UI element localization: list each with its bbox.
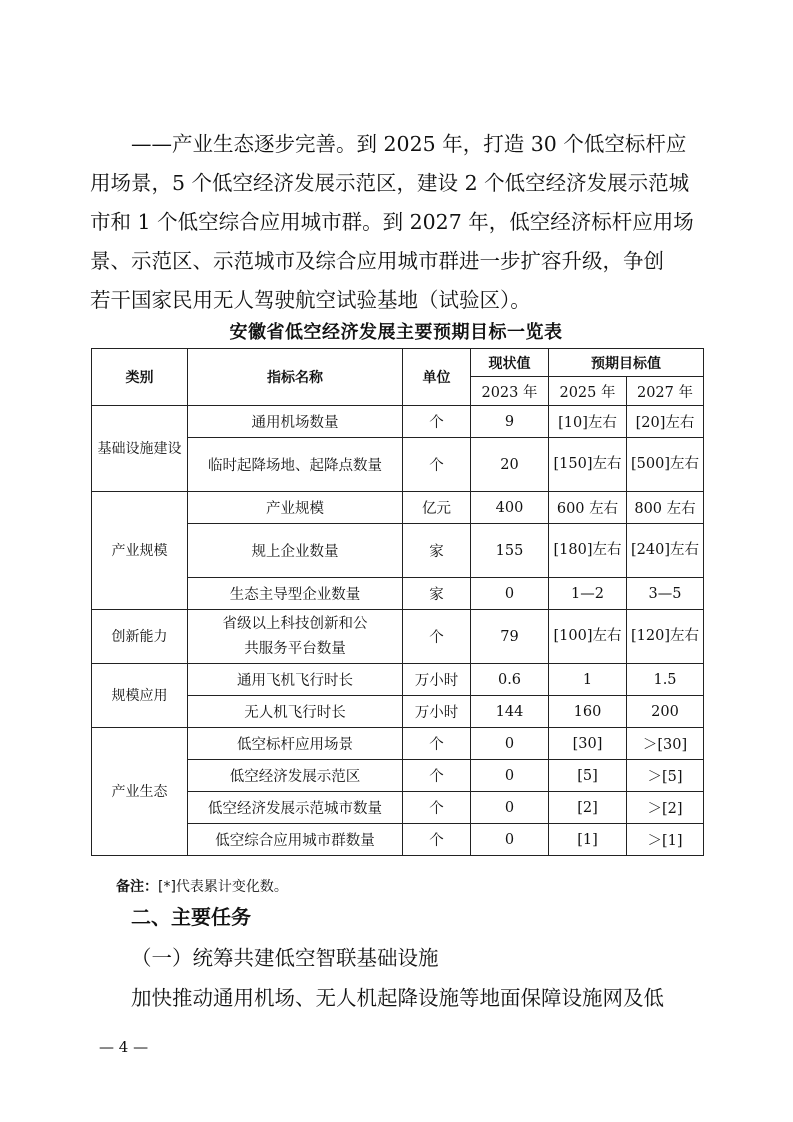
indicator-unit: 个 xyxy=(403,760,471,792)
table-note xyxy=(116,876,288,896)
value-2025: 1—2 xyxy=(549,578,627,610)
value-2027: [500]左右 xyxy=(627,438,704,492)
intro-line: 若干国家民用无人驾驶航空试验基地（试验区）。 xyxy=(90,288,531,312)
value-2023: 0 xyxy=(471,792,549,824)
value-2025: [10]左右 xyxy=(549,406,627,438)
intro-paragraph xyxy=(90,125,710,320)
value-2023: 0.6 xyxy=(471,664,549,696)
value-2023: 9 xyxy=(471,406,549,438)
value-2027: 800 左右 xyxy=(627,492,704,524)
value-2027: ＞[2] xyxy=(627,792,704,824)
indicator-name: 生态主导型企业数量 xyxy=(188,578,403,610)
indicator-unit: 家 xyxy=(403,524,471,578)
indicator-unit: 个 xyxy=(403,610,471,664)
value-2023: 0 xyxy=(471,760,549,792)
value-2023: 155 xyxy=(471,524,549,578)
value-2025: [180]左右 xyxy=(549,524,627,578)
indicator-name: 无人机飞行时长 xyxy=(188,696,403,728)
value-2023: 144 xyxy=(471,696,549,728)
value-2023: 0 xyxy=(471,578,549,610)
header-category: 类别 xyxy=(92,349,188,406)
header-year-2027: 2027 年 xyxy=(627,377,704,406)
goals-table xyxy=(91,348,704,856)
indicator-name: 低空标杆应用场景 xyxy=(188,728,403,760)
value-2027: [20]左右 xyxy=(627,406,704,438)
category-cell: 规模应用 xyxy=(92,664,188,728)
header-unit: 单位 xyxy=(403,349,471,406)
page-number: — 4 — xyxy=(99,1038,149,1056)
category-cell: 产业生态 xyxy=(92,728,188,856)
indicator-unit: 亿元 xyxy=(403,492,471,524)
value-2025: 600 左右 xyxy=(549,492,627,524)
indicator-name: 临时起降场地、起降点数量 xyxy=(188,438,403,492)
indicator-name: 通用飞机飞行时长 xyxy=(188,664,403,696)
indicator-unit: 万小时 xyxy=(403,696,471,728)
indicator-unit: 个 xyxy=(403,406,471,438)
value-2023: 400 xyxy=(471,492,549,524)
indicator-unit: 个 xyxy=(403,438,471,492)
value-2025: [150]左右 xyxy=(549,438,627,492)
value-2027: 1.5 xyxy=(627,664,704,696)
value-2025: [100]左右 xyxy=(549,610,627,664)
intro-line: 市和 1 个低空综合应用城市群。到 2027 年，低空经济标杆应用场 xyxy=(90,210,694,234)
value-2027: [120]左右 xyxy=(627,610,704,664)
value-2025: [5] xyxy=(549,760,627,792)
indicator-name: 低空综合应用城市群数量 xyxy=(188,824,403,856)
indicator-unit: 家 xyxy=(403,578,471,610)
intro-line: 用场景，5 个低空经济发展示范区，建设 2 个低空经济发展示范城 xyxy=(90,171,690,195)
indicator-name: 通用机场数量 xyxy=(188,406,403,438)
value-2027: ＞[30] xyxy=(627,728,704,760)
body-paragraph xyxy=(90,979,710,1018)
value-2025: [30] xyxy=(549,728,627,760)
indicator-unit: 个 xyxy=(403,792,471,824)
header-current: 现状值 xyxy=(471,349,549,377)
intro-line: ——产业生态逐步完善。到 2025 年，打造 30 个低空标杆应 xyxy=(131,132,687,156)
indicator-name: 省级以上科技创新和公共服务平台数量 xyxy=(188,610,403,664)
indicator-name: 规上企业数量 xyxy=(188,524,403,578)
note-text: [*]代表累计变化数。 xyxy=(158,879,288,895)
value-2027: [240]左右 xyxy=(627,524,704,578)
category-cell: 创新能力 xyxy=(92,610,188,664)
category-cell: 产业规模 xyxy=(92,492,188,610)
value-2025: [2] xyxy=(549,792,627,824)
value-2023: 0 xyxy=(471,728,549,760)
indicator-unit: 万小时 xyxy=(403,664,471,696)
section-heading: 二、主要任务 xyxy=(131,905,251,929)
value-2025: 1 xyxy=(549,664,627,696)
note-label: 备注： xyxy=(116,879,158,895)
indicator-unit: 个 xyxy=(403,728,471,760)
header-target: 预期目标值 xyxy=(549,349,704,377)
table-title: 安徽省低空经济发展主要预期目标一览表 xyxy=(229,322,563,343)
body-line: 加快推动通用机场、无人机起降设施等地面保障设施网及低 xyxy=(131,986,664,1010)
indicator-name: 低空经济发展示范城市数量 xyxy=(188,792,403,824)
header-indicator: 指标名称 xyxy=(188,349,403,406)
header-year-2025: 2025 年 xyxy=(549,377,627,406)
value-2023: 0 xyxy=(471,824,549,856)
value-2027: 200 xyxy=(627,696,704,728)
value-2025: [1] xyxy=(549,824,627,856)
value-2023: 20 xyxy=(471,438,549,492)
intro-line: 景、示范区、示范城市及综合应用城市群进一步扩容升级，争创 xyxy=(90,249,664,273)
value-2027: ＞[1] xyxy=(627,824,704,856)
value-2025: 160 xyxy=(549,696,627,728)
indicator-name: 产业规模 xyxy=(188,492,403,524)
value-2023: 79 xyxy=(471,610,549,664)
header-year-2023: 2023 年 xyxy=(471,377,549,406)
subsection-heading: （一）统筹共建低空智联基础设施 xyxy=(131,946,439,970)
indicator-name: 低空经济发展示范区 xyxy=(188,760,403,792)
value-2027: ＞[5] xyxy=(627,760,704,792)
category-cell: 基础设施建设 xyxy=(92,406,188,492)
indicator-unit: 个 xyxy=(403,824,471,856)
value-2027: 3—5 xyxy=(627,578,704,610)
